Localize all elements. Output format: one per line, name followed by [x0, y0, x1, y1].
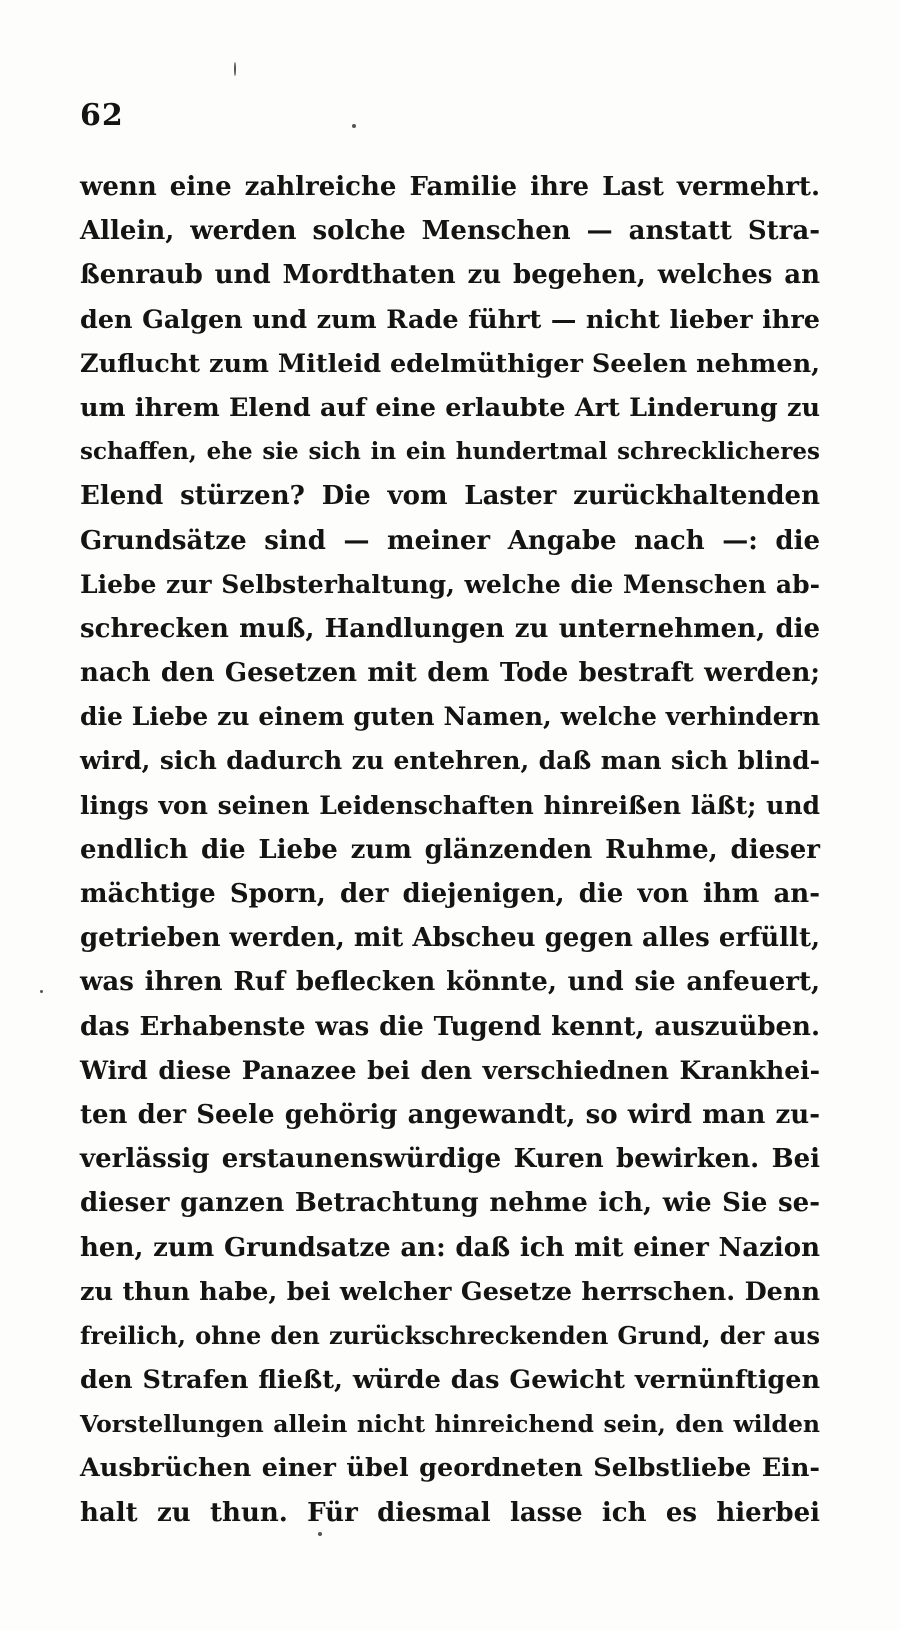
- text-line: Vorstellungen allein nicht hinreichend sein, den wilden: [80, 1410, 820, 1439]
- text-line: Wird diese Panazee bei den verschiednen Krankhei-: [80, 1055, 820, 1085]
- text-line: wird, sich dadurch zu entehren, daß man sich blind-: [80, 746, 820, 776]
- text-line: wenn eine zahlreiche Familie ihre Last vermehrt.: [80, 172, 820, 202]
- text-line: Ausbrüchen einer übel geordneten Selbstliebe Ein-: [80, 1453, 820, 1484]
- text-line: ßenraub und Mordthaten zu begehen, welches an: [80, 260, 820, 291]
- text-line: Allein, werden solche Menschen — anstatt Stra-: [80, 216, 820, 247]
- text-line: Zuflucht zum Mitleid edelmüthiger Seelen nehmen,: [80, 348, 820, 379]
- text-line: was ihren Ruf beflecken könnte, und sie anfeuert,: [80, 967, 820, 998]
- page-number: 62: [80, 98, 124, 133]
- text-line: das Erhabenste was die Tugend kennt, auszuüben.: [80, 1011, 820, 1042]
- text-line: getrieben werden, mit Abscheu gegen alles erfüllt,: [80, 923, 820, 954]
- text-line: um ihrem Elend auf eine erlaubte Art Linderung zu: [80, 392, 820, 423]
- text-line: schrecken muß, Handlungen zu unternehmen, die: [80, 613, 820, 644]
- paper-speck: [40, 990, 43, 993]
- text-line: Elend stürzen? Die vom Laster zurückhaltenden: [80, 481, 820, 512]
- text-line: lings von seinen Leidenschaften hinreißen läßt; und: [80, 790, 820, 820]
- paper-speck: [352, 124, 356, 128]
- text-line: ten der Seele gehörig angewandt, so wird man zu-: [80, 1099, 820, 1130]
- text-line: die Liebe zu einem guten Namen, welche verhindern: [80, 702, 820, 732]
- text-line: dieser ganzen Betrachtung nehme ich, wie Sie se-: [80, 1188, 820, 1219]
- text-line: mächtige Sporn, der diejenigen, die von ihm an-: [80, 879, 820, 909]
- text-line: halt zu thun. Für diesmal lasse ich es hierbei: [80, 1497, 820, 1528]
- text-line: freilich, ohne den zurückschreckenden Grund, der aus: [80, 1320, 820, 1350]
- text-line: verlässig erstaunenswürdige Kuren bewirken. Bei: [80, 1144, 820, 1175]
- text-line: Grundsätze sind — meiner Angabe nach —: die: [80, 525, 820, 556]
- text-line: Liebe zur Selbsterhaltung, welche die Menschen ab-: [80, 569, 820, 599]
- text-line: endlich die Liebe zum glänzenden Ruhme, dieser: [80, 834, 820, 865]
- text-line: zu thun habe, bei welcher Gesetze herrschen. Denn: [80, 1276, 820, 1307]
- text-line: schaffen, ehe sie sich in ein hundertmal schrecklicheres: [80, 438, 820, 466]
- text-line: den Strafen fließt, würde das Gewicht vernünftigen: [80, 1365, 820, 1396]
- text-line: den Galgen und zum Rade führt — nicht lieber ihre: [80, 304, 820, 335]
- text-line: nach den Gesetzen mit dem Tode bestraft werden;: [80, 658, 820, 689]
- text-line: hen, zum Grundsatze an: daß ich mit einer Nazion: [80, 1232, 820, 1263]
- paper-speck: [234, 62, 236, 76]
- body-text: [80, 165, 820, 1535]
